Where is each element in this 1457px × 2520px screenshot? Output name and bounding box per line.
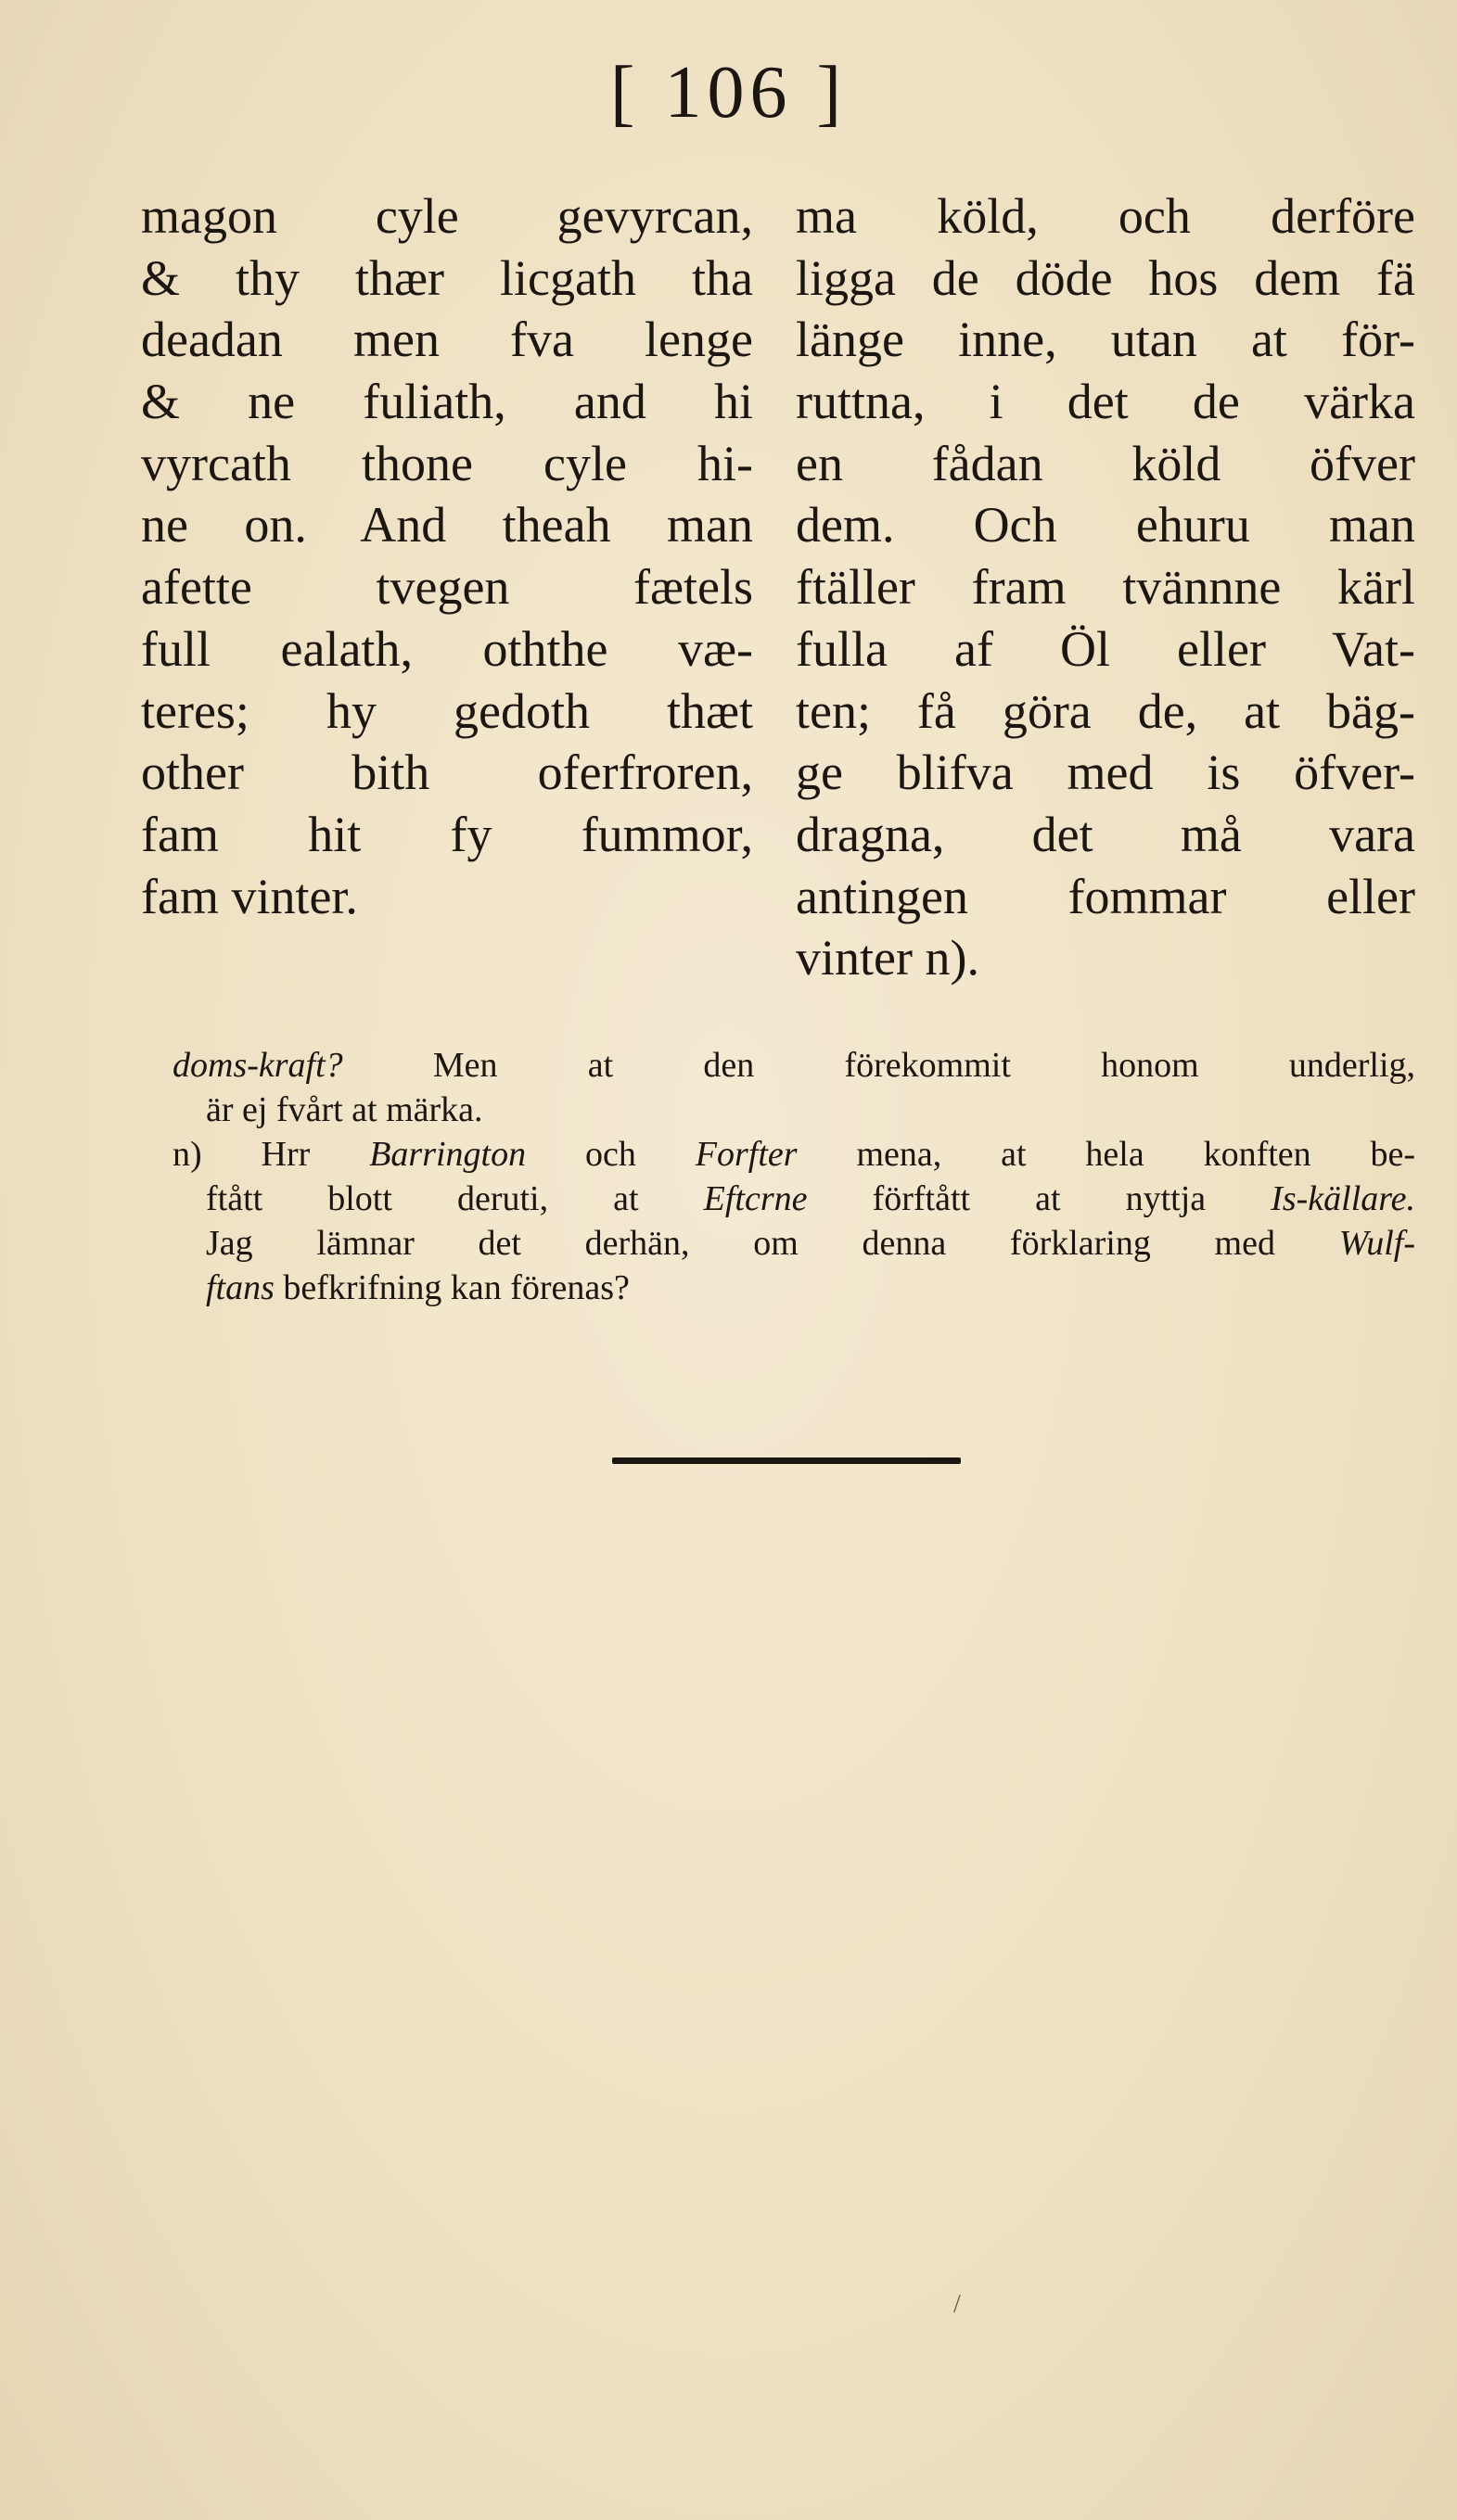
footnote-n-line bbox=[174, 1266, 1415, 1310]
swedish-column bbox=[796, 185, 1415, 989]
pencil-mark: / bbox=[953, 2290, 961, 2319]
text-line: ligga de döde hos dem fä bbox=[796, 249, 1415, 306]
text-line: ruttna, i det de värka bbox=[796, 374, 1415, 430]
old-english-column bbox=[141, 185, 753, 927]
footnote-text: befkrifning kan förenas? bbox=[283, 1268, 630, 1307]
page-number: [ 106 ] bbox=[609, 52, 848, 134]
footnote-author-name: ftans bbox=[206, 1268, 275, 1307]
text-line: ne on. And theah man bbox=[141, 497, 753, 554]
footnote-text: Hrr bbox=[261, 1135, 311, 1174]
footnote-author-name: Wulf- bbox=[1338, 1224, 1416, 1263]
text-line: dem. Och ehuru man bbox=[796, 497, 1415, 554]
text-line: ten; få göra de, at bäg- bbox=[796, 682, 1415, 739]
text-line: en fådan köld öfver bbox=[796, 435, 1415, 491]
text-line: ge blifva med is öfver- bbox=[796, 745, 1415, 801]
text-line: teres; hy gedoth thæt bbox=[141, 682, 753, 739]
footnote-text: mena, at hela konften be- bbox=[856, 1135, 1416, 1174]
footnote-m-line: är ej fvårt at märka. bbox=[206, 1090, 483, 1129]
text-line: fulla af Öl eller Vat- bbox=[796, 620, 1415, 677]
footnote-marker: n) bbox=[173, 1135, 202, 1174]
section-rule bbox=[612, 1457, 961, 1464]
footnote-n-line bbox=[174, 1177, 1415, 1221]
text-line: vinter n). bbox=[796, 930, 979, 986]
text-line: ftäller fram tvännne kärl bbox=[796, 559, 1415, 616]
footnote-n-line bbox=[173, 1132, 1415, 1177]
text-line: antingen fommar eller bbox=[796, 868, 1415, 924]
text-line: länge inne, utan at för- bbox=[796, 312, 1415, 368]
text-line: magon cyle gevyrcan, bbox=[141, 188, 753, 244]
footnote-author-name: Barrington bbox=[369, 1135, 527, 1174]
text-line: fam hit fy fummor, bbox=[141, 806, 753, 862]
footnote-text: förftått at nyttja bbox=[872, 1179, 1207, 1218]
footnote-text: ftått blott deruti, at bbox=[206, 1179, 639, 1218]
footnote-italic-term: Eftcrne bbox=[703, 1179, 808, 1218]
text-line: ma köld, och derföre bbox=[796, 188, 1415, 244]
text-line: & thy thær licgath tha bbox=[141, 249, 753, 306]
text-line: full ealath, oththe væ- bbox=[141, 620, 753, 677]
footnote-n-line bbox=[174, 1221, 1415, 1266]
footnotes bbox=[174, 1043, 1415, 1310]
footnote-italic-term: Is-källare. bbox=[1271, 1179, 1416, 1218]
text-line: vyrcath thone cyle hi- bbox=[141, 435, 753, 491]
footnote-text: Jag lämnar det derhän, om denna förklaring med bbox=[206, 1224, 1275, 1263]
footnote-text: Men at den förekommit honom underlig, bbox=[432, 1046, 1415, 1085]
text-line: deadan men fva lenge bbox=[141, 312, 753, 368]
text-line: fam vinter. bbox=[141, 868, 358, 924]
text-line: afette tvegen fætels bbox=[141, 559, 753, 616]
footnote-text: och bbox=[585, 1135, 636, 1174]
text-line: dragna, det må vara bbox=[796, 806, 1415, 862]
footnote-author-name: Forfter bbox=[695, 1135, 798, 1174]
footnote-m-line bbox=[173, 1043, 1415, 1088]
text-line: other bith oferfroren, bbox=[141, 745, 753, 801]
text-line: & ne fuliath, and hi bbox=[141, 374, 753, 430]
footnote-italic-term: doms-kraft? bbox=[173, 1046, 343, 1085]
